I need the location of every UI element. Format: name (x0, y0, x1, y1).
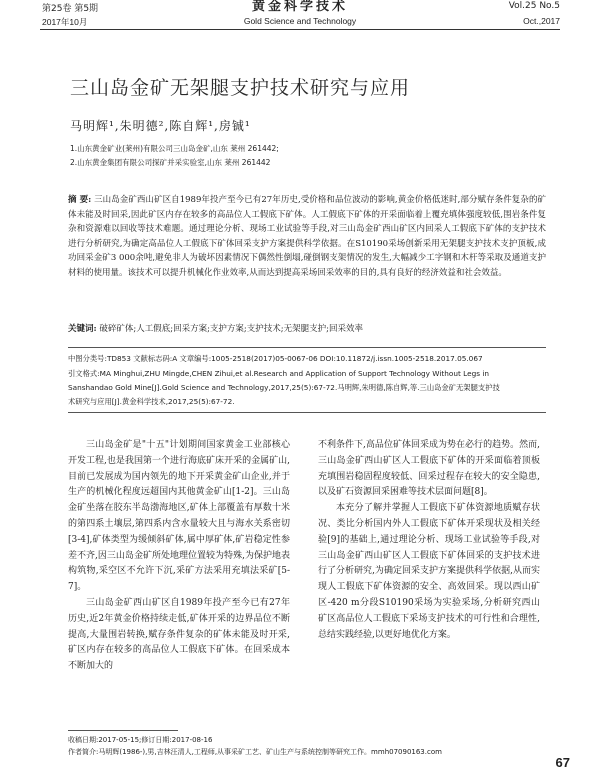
abstract-label: 摘 要: (68, 195, 92, 205)
citation-line-3: 术研究与应用[J].黄金科学技术,2017,25(5):67-72. (68, 397, 235, 406)
abstract (68, 193, 546, 281)
body-paragraph: 三山岛金矿是"十五"计划期间国家黄金工业部核心开发工程,也是我国第一个进行海底矿床开采的金属矿山,目前已发展成为国内领先的地下开采黄金矿山企业,并于生产的机械化程度远超国内其他黄金矿山[1-2]。三山岛金矿坐落在胶东半岛渤海地区,矿体上部覆盖有厚数十米的第四系土壤层,第四系内含水量较大且与海水关系密切[3-4],矿体类型为缓倾斜矿体,属中厚矿体,矿岩稳定性参差不齐,因三山岛金矿所处地理位置较为特殊,为保护地表构筑物,采空区不允许下沉,采矿方法采用充填法采矿[5-7]。 (68, 440, 290, 593)
header-journal-cn: 黄金科学技术 (251, 0, 348, 14)
body-paragraph: 本充分了解并掌握人工假底下矿体资源地质赋存状况、类比分析国内外人工假底下矿体开采现状及相关经验[9]的基础上,通过理论分析、现场工业试验等手段,对三山岛金矿西山矿区人工假底下矿体回采的支护技术进行了分析研究,为确定回采支护方案提供科学依据,从而实现人工假底下矿体资源的安全、高效回采。现以西山矿区-420 m分段S10190采场为实验采场,分析研究西山矿区高品位人工假底下采场支护技术的可行性和合理性,总结实践经验,以更好地优化方案。 (318, 503, 540, 640)
citation-line-1: 引文格式:MA Minghui,ZHU Mingde,CHEN Zihui,et al.Research and Application of Support Technology Without Legs in (68, 369, 489, 378)
footnote-received: 收稿日期:2017-05-15;修订日期:2017-08-16 (68, 736, 213, 744)
page-number: 67 (555, 755, 570, 770)
header-date-en: Oct.,2017 (523, 16, 560, 26)
classification-line: 中图分类号:TD853 文献标志码:A 文章编号:1005-2518(2017)05-0067-06 DOI:10.11872/j.issn.1005-2518.2017.05.067 (68, 354, 483, 363)
header-volume-en: Vol.25 No.5 (508, 1, 560, 11)
body-column-right (318, 438, 540, 643)
affiliation-2: 2.山东黄金集团有限公司探矿并采实验室,山东 莱州 261442 (70, 158, 271, 167)
abstract-text: 三山岛金矿西山矿区自1989年投产至今已有27年历史,受价格和品位波动的影响,黄金价格低迷时,部分赋存条件复杂的矿体未能及时回采,因此矿区内存在较多的高品位人工假底下矿体。人工假底下矿体的开采面临着上覆充填体强度较低,围岩条件复杂和资源难以回收等技术难题。通过理论分析、现场工业试验等手段,对三山岛金矿西山矿区内回采人工假底下矿体的支护技术进行分析研究,为确定高品位人工假底下矿体回采支护方案提供科学依据。在S10190采场创新采用无架腿支护技术支护顶板,成功回采金矿3 000余吨,避免非人为破坏因素情况下偶然性倒塌,碰倒钢支架情况的发生,大幅减少工字钢和木杆等采取及通道支护材料的使用量。该技术可以提升机械化作业效率,从而达到提高采场回采效率的目的,具有良好的经济效益和社会效益。 (68, 195, 547, 278)
meta-rule-bottom (68, 412, 546, 413)
header-date-cn: 2017年10月 (42, 17, 88, 27)
keywords-text: 破碎矿体;人工假底;回采方案;支护方案;支护技术;无架腿支护;回采效率 (99, 324, 364, 334)
article-title: 三山岛金矿无架腿支护技术研究与应用 (70, 77, 411, 99)
header-journal-en: Gold Science and Technology (243, 16, 357, 26)
body-paragraph: 三山岛金矿西山矿区自1989年投产至今已有27年历史,近2年黄金价格持续走低,矿体开采的边界品位不断提高,大量围岩转换,赋存条件复杂的矿体未能及时开采,矿区内存在较多的高品位人工假底下矿体。在回采成本不断加大的 (68, 597, 290, 672)
body-column-left (68, 438, 290, 675)
author-list: 马明辉¹,朱明德²,陈自辉¹,房铖¹ (70, 119, 251, 133)
affiliation-1: 1.山东黄金矿业(莱州)有限公司三山岛金矿,山东 莱州 261442; (70, 144, 279, 153)
footnote-rule (68, 730, 178, 731)
keywords (68, 322, 546, 334)
header-rule (40, 29, 560, 30)
header-volume-cn: 第25卷 第5期 (42, 4, 99, 14)
footnote-author: 作者简介:马明辉(1986-),男,吉林汪清人,工程师,从事采矿工艺、矿山生产与系统控制等研究工作。mmh07090163.com (68, 748, 442, 756)
citation-line-2: Sanshandao Gold Mine[J].Gold Science and Technology,2017,25(5):67-72.马明辉,朱明德,陈自辉,等.三山岛金矿无架腿支护技 (68, 383, 500, 392)
keywords-label: 关键词: (68, 324, 97, 334)
meta-rule-top (68, 347, 546, 348)
body-paragraph: 不利条件下,高品位矿体回采成为势在必行的趋势。然而,三山岛金矿西山矿区人工假底下矿体的开采面临着顶板充填围岩稳固程度较低、回采过程存在较大的安全隐患,以及矿石资源回采困难等技术层面问题[8]。 (318, 440, 540, 498)
